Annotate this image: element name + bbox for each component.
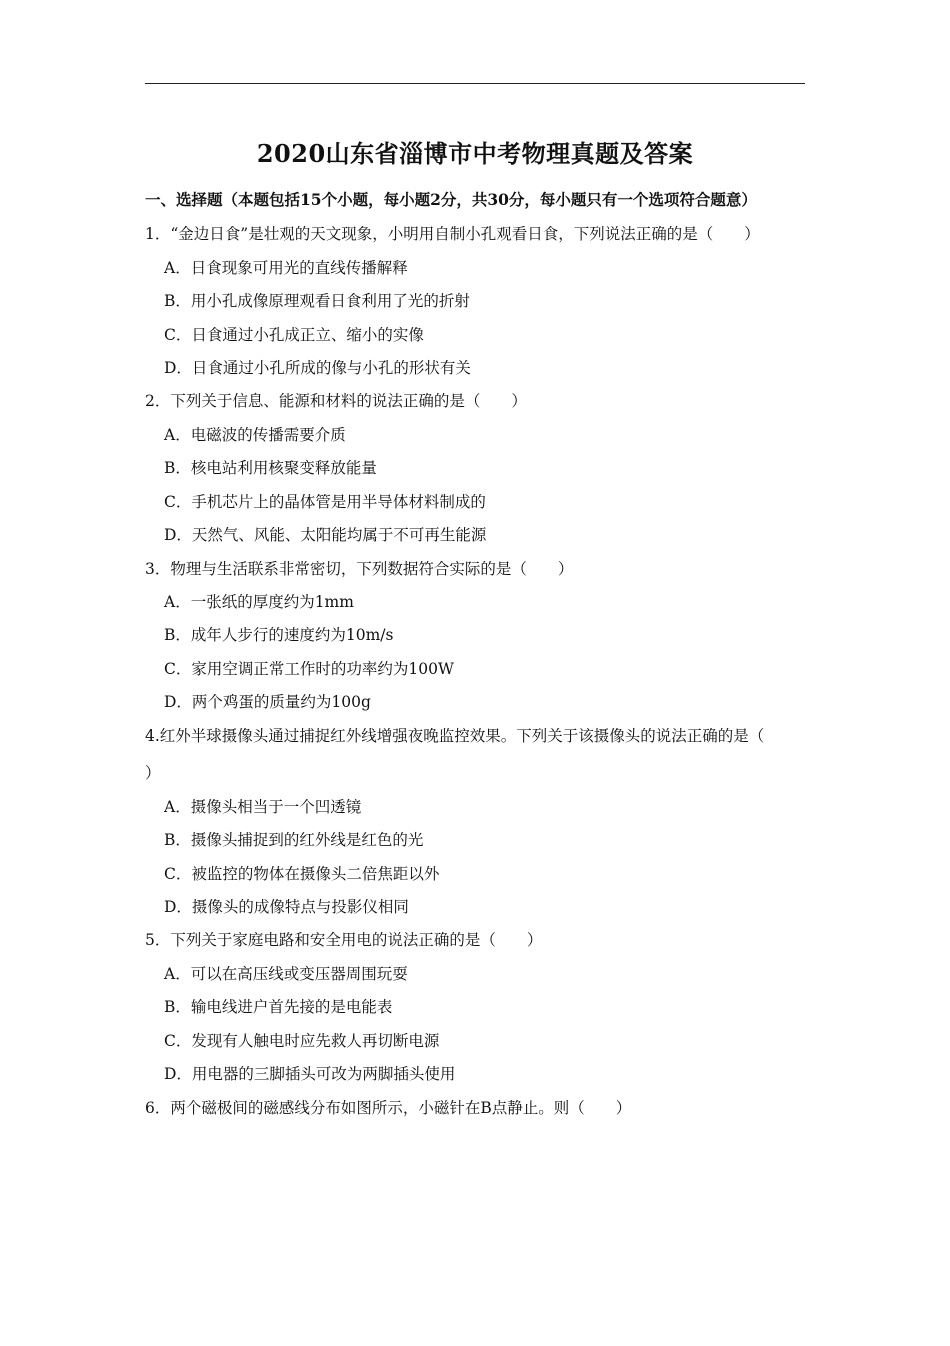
question-2-option-a: A．电磁波的传播需要介质 — [164, 426, 346, 444]
question-2-option-c: C．手机芯片上的晶体管是用半导体材料制成的 — [164, 493, 486, 511]
section-header: 一、选择题（本题包括15个小题，每小题2分，共30分，每小题只有一个选项符合题意） — [145, 190, 757, 209]
question-1-option-c: C．日食通过小孔成正立、缩小的实像 — [164, 326, 424, 344]
question-3-option-c: C．家用空调正常工作时的功率约为100W — [164, 660, 454, 678]
question-6-stem: 6．两个磁极间的磁感线分布如图所示，小磁针在B点静止。则（ ） — [145, 1099, 632, 1117]
question-2-option-b: B．核电站利用核聚变释放能量 — [164, 459, 377, 477]
question-4-option-c: C．被监控的物体在摄像头二倍焦距以外 — [164, 865, 440, 883]
question-3-option-b: B．成年人步行的速度约为10m/s — [164, 626, 394, 644]
question-5-option-b: B．输电线进户首先接的是电能表 — [164, 998, 393, 1016]
question-2-stem: 2．下列关于信息、能源和材料的说法正确的是（ ） — [145, 392, 527, 410]
question-4-option-b: B．摄像头捕捉到的红外线是红色的光 — [164, 831, 424, 849]
question-3-stem: 3．物理与生活联系非常密切，下列数据符合实际的是（ ） — [145, 560, 574, 578]
question-5-stem: 5．下列关于家庭电路和安全用电的说法正确的是（ ） — [145, 931, 543, 949]
question-3-option-a: A．一张纸的厚度约为1mm — [164, 593, 354, 611]
question-5-option-c: C．发现有人触电时应先救人再切断电源 — [164, 1032, 440, 1050]
question-2-option-d: D．天然气、风能、太阳能均属于不可再生能源 — [164, 526, 487, 544]
question-5-option-d: D．用电器的三脚插头可改为两脚插头使用 — [164, 1065, 456, 1083]
question-4-option-d: D．摄像头的成像特点与投影仪相同 — [164, 898, 409, 916]
question-4-stem: 4.红外半球摄像头通过捕捉红外线增强夜晚监控效果。下列关于该摄像头的说法正确的是（ — [145, 727, 765, 745]
question-1-option-b: B．用小孔成像原理观看日食利用了光的折射 — [164, 292, 470, 310]
page-title: 2020山东省淄博市中考物理真题及答案 — [256, 139, 694, 168]
question-1-stem: 1．“金边日食”是壮观的天文现象，小明用自制小孔观看日食，下列说法正确的是（ ） — [145, 225, 760, 243]
question-5-option-a: A．可以在高压线或变压器周围玩耍 — [164, 965, 408, 983]
question-1-option-d: D．日食通过小孔所成的像与小孔的形状有关 — [164, 359, 471, 377]
question-4-option-a: A．摄像头相当于一个凹透镜 — [164, 798, 362, 816]
question-3-option-d: D．两个鸡蛋的质量约为100g — [164, 693, 371, 711]
question-4-stem-continued: ） — [145, 764, 161, 782]
header-rule — [145, 83, 805, 84]
question-1-option-a: A．日食现象可用光的直线传播解释 — [164, 259, 408, 277]
